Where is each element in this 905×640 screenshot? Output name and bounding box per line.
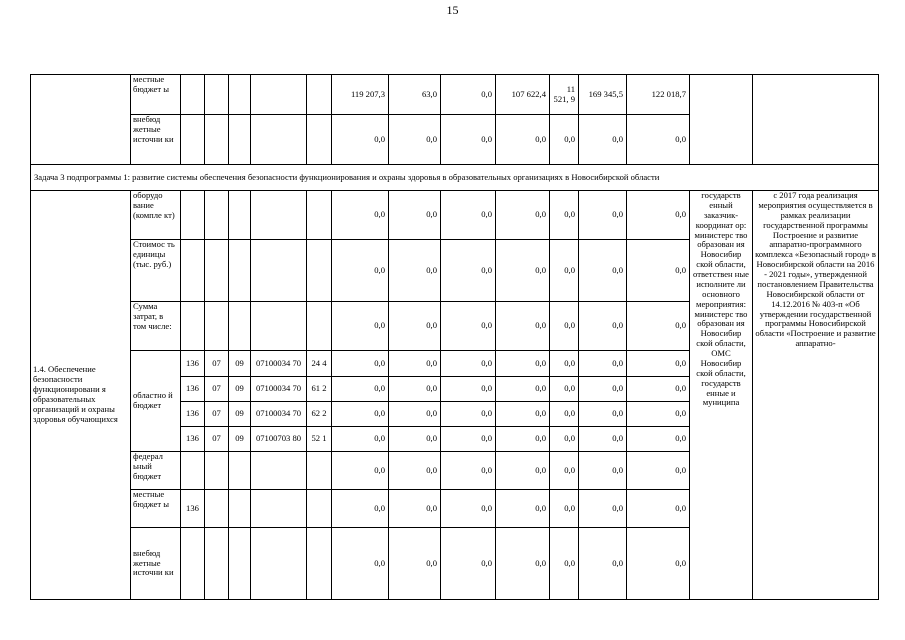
code-cell (181, 115, 205, 165)
value-cell: 0,0 (496, 377, 550, 402)
value-cell: 0,0 (579, 490, 627, 528)
value-cell: 0,0 (496, 302, 550, 351)
code-cell (205, 302, 229, 351)
row-label: внебюд жетные источни ки (131, 115, 181, 165)
value-cell: 0,0 (627, 377, 690, 402)
code-cell (205, 490, 229, 528)
code-cell (205, 75, 229, 115)
code-cell: 52 1 (307, 427, 332, 452)
value-cell: 0,0 (441, 351, 496, 377)
value-cell: 0,0 (441, 377, 496, 402)
code-cell (229, 240, 251, 302)
code-cell: 07 (205, 402, 229, 427)
code-cell: 07100034 70 (251, 377, 307, 402)
code-cell: 136 (181, 427, 205, 452)
row-label: местные бюджет ы (131, 490, 181, 528)
value-cell: 0,0 (550, 377, 579, 402)
code-cell (251, 490, 307, 528)
value-cell: 63,0 (389, 75, 441, 115)
value-cell: 0,0 (441, 528, 496, 600)
value-cell: 0,0 (550, 351, 579, 377)
code-cell: 07 (205, 427, 229, 452)
value-cell: 0,0 (496, 402, 550, 427)
value-cell: 0,0 (627, 191, 690, 240)
code-cell (205, 528, 229, 600)
value-cell: 11 521, 9 (550, 75, 579, 115)
empty-name-cell (31, 75, 131, 165)
value-cell: 0,0 (332, 427, 389, 452)
code-cell (251, 191, 307, 240)
value-cell: 0,0 (441, 75, 496, 115)
code-cell (229, 191, 251, 240)
value-cell: 0,0 (579, 427, 627, 452)
value-cell: 0,0 (627, 402, 690, 427)
code-cell (229, 490, 251, 528)
value-cell: 0,0 (627, 302, 690, 351)
code-cell (181, 75, 205, 115)
value-cell: 119 207,3 (332, 75, 389, 115)
value-cell: 0,0 (627, 528, 690, 600)
code-cell (229, 302, 251, 351)
implementation-note (753, 191, 879, 600)
value-cell: 0,0 (579, 377, 627, 402)
value-cell: 0,0 (627, 115, 690, 165)
value-cell: 0,0 (441, 490, 496, 528)
value-cell: 0,0 (332, 191, 389, 240)
value-cell: 0,0 (496, 351, 550, 377)
value-cell: 0,0 (332, 377, 389, 402)
code-cell (251, 240, 307, 302)
value-cell: 0,0 (627, 240, 690, 302)
value-cell: 0,0 (496, 427, 550, 452)
code-cell (229, 452, 251, 490)
empty-responsible-cell (690, 75, 753, 165)
budget-table (30, 74, 879, 600)
value-cell: 0,0 (389, 191, 441, 240)
value-cell: 107 622,4 (496, 75, 550, 115)
value-cell: 0,0 (389, 402, 441, 427)
code-cell (251, 115, 307, 165)
value-cell: 0,0 (579, 528, 627, 600)
code-cell (307, 191, 332, 240)
measure-name: 1.4. Обеспечение безопасности функционировани я образовательных организаций и охраны здоровья обучающихся (31, 191, 131, 600)
code-cell (307, 302, 332, 351)
code-cell: 136 (181, 402, 205, 427)
value-cell: 0,0 (627, 452, 690, 490)
value-cell: 0,0 (579, 115, 627, 165)
code-cell: 09 (229, 377, 251, 402)
code-cell (307, 490, 332, 528)
value-cell: 0,0 (496, 191, 550, 240)
code-cell (205, 452, 229, 490)
code-cell (205, 115, 229, 165)
code-cell (251, 75, 307, 115)
row-label: внебюд жетные источни ки (131, 528, 181, 600)
code-cell (181, 528, 205, 600)
value-cell: 0,0 (627, 490, 690, 528)
value-cell: 0,0 (441, 427, 496, 452)
code-cell (181, 452, 205, 490)
value-cell: 0,0 (389, 490, 441, 528)
value-cell: 0,0 (496, 115, 550, 165)
value-cell: 0,0 (550, 402, 579, 427)
row-label: оборудо вание (компле кт) (131, 191, 181, 240)
value-cell: 0,0 (627, 351, 690, 377)
value-cell: 0,0 (389, 377, 441, 402)
value-cell: 122 018,7 (627, 75, 690, 115)
code-cell: 24 4 (307, 351, 332, 377)
code-cell (181, 240, 205, 302)
code-cell (229, 115, 251, 165)
code-cell (229, 75, 251, 115)
value-cell: 0,0 (389, 302, 441, 351)
value-cell: 0,0 (332, 402, 389, 427)
code-cell: 62 2 (307, 402, 332, 427)
value-cell: 0,0 (496, 490, 550, 528)
value-cell: 0,0 (496, 240, 550, 302)
value-cell: 0,0 (389, 115, 441, 165)
code-cell: 07100703 80 (251, 427, 307, 452)
value-cell: 0,0 (389, 528, 441, 600)
responsible-executor (690, 191, 753, 600)
code-cell: 61 2 (307, 377, 332, 402)
value-cell: 0,0 (550, 115, 579, 165)
code-cell: 07 (205, 351, 229, 377)
code-cell (307, 528, 332, 600)
code-cell: 07100034 70 (251, 402, 307, 427)
row-label: федерал ьный бюджет (131, 452, 181, 490)
value-cell: 0,0 (579, 191, 627, 240)
value-cell: 0,0 (550, 427, 579, 452)
value-cell: 0,0 (332, 302, 389, 351)
note-text: с 2017 года реализация мероприятия осуществляется в рамках реализации государственной программы Построение и развитие аппаратно-программного комплекса «Безопасный город» в Новосибирской области на 2016 - 2021 годы», утвержденной постановлением Правительства Новосибирской области от 14.12.2016 № 403-п «Об утверждении государственной программы Новосибирской области «Построение и развитие аппаратно- (755, 191, 876, 349)
value-cell: 0,0 (441, 402, 496, 427)
code-cell (251, 302, 307, 351)
code-cell (307, 115, 332, 165)
code-cell: 09 (229, 351, 251, 377)
value-cell: 0,0 (441, 191, 496, 240)
value-cell: 0,0 (332, 528, 389, 600)
value-cell: 0,0 (389, 240, 441, 302)
value-cell: 0,0 (579, 452, 627, 490)
value-cell: 0,0 (579, 240, 627, 302)
code-cell (251, 528, 307, 600)
code-cell (307, 240, 332, 302)
value-cell: 0,0 (332, 115, 389, 165)
task-heading: Задача 3 подпрограммы 1: развитие системы обеспечения безопасности функционирования и охраны здоровья в образовательных организациях в Новосибирской области (31, 165, 879, 191)
code-cell (205, 240, 229, 302)
value-cell: 0,0 (496, 452, 550, 490)
value-cell: 0,0 (579, 302, 627, 351)
page-number: 15 (446, 3, 459, 17)
row-label: местные бюджет ы (131, 75, 181, 115)
value-cell: 0,0 (332, 351, 389, 377)
code-cell (205, 191, 229, 240)
code-cell (181, 191, 205, 240)
value-cell: 169 345,5 (579, 75, 627, 115)
value-cell: 0,0 (550, 240, 579, 302)
value-cell: 0,0 (389, 452, 441, 490)
code-cell (229, 528, 251, 600)
row-label: Сумма затрат, в том числе: (131, 302, 181, 351)
value-cell: 0,0 (389, 427, 441, 452)
task-row (31, 165, 879, 191)
value-cell: 0,0 (496, 528, 550, 600)
code-cell: 136 (181, 351, 205, 377)
value-cell: 0,0 (550, 490, 579, 528)
code-cell (181, 302, 205, 351)
code-cell: 136 (181, 377, 205, 402)
budget-label: областно й бюджет (131, 351, 181, 452)
code-cell (251, 452, 307, 490)
value-cell: 0,0 (332, 240, 389, 302)
value-cell: 0,0 (550, 452, 579, 490)
responsible-text: государств енный заказчик-координат ор: министерс тво образован ия Новосибир ской области, ответствен ные исполните ли основного мероприятия: министерс тво образован ия Новосибир ской области, ОМС Новосибир ской области, государств енные и муниципа (693, 191, 749, 408)
empty-note-cell (753, 75, 879, 165)
value-cell: 0,0 (441, 452, 496, 490)
code-cell: 09 (229, 402, 251, 427)
value-cell: 0,0 (441, 240, 496, 302)
row-label: Стоимос ть единицы (тыс. руб.) (131, 240, 181, 302)
code-cell: 07100034 70 (251, 351, 307, 377)
value-cell: 0,0 (441, 115, 496, 165)
value-cell: 0,0 (579, 351, 627, 377)
code-cell: 09 (229, 427, 251, 452)
value-cell: 0,0 (627, 427, 690, 452)
value-cell: 0,0 (332, 452, 389, 490)
value-cell: 0,0 (332, 490, 389, 528)
code-cell (307, 75, 332, 115)
value-cell: 0,0 (550, 302, 579, 351)
value-cell: 0,0 (389, 351, 441, 377)
value-cell: 0,0 (550, 191, 579, 240)
table-row (31, 191, 879, 240)
value-cell: 0,0 (441, 302, 496, 351)
value-cell: 0,0 (550, 528, 579, 600)
code-cell (307, 452, 332, 490)
code-cell: 07 (205, 377, 229, 402)
code-cell: 136 (181, 490, 205, 528)
table-row (31, 75, 879, 115)
value-cell: 0,0 (579, 402, 627, 427)
